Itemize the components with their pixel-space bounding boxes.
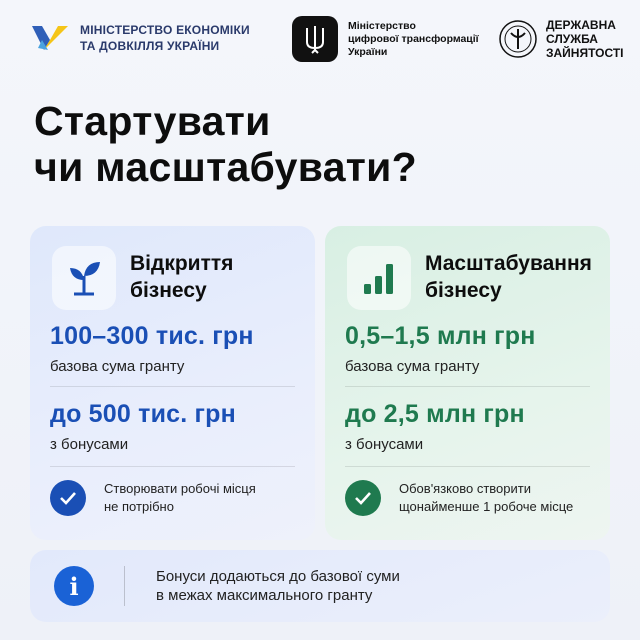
digital-ministry-logo	[292, 16, 479, 62]
economy-ministry-line1: МІНІСТЕРСТВО ЕКОНОМІКИ	[80, 23, 250, 37]
info-text	[156, 567, 400, 605]
employment-service-logo	[498, 18, 624, 60]
start-card-title	[130, 250, 233, 304]
check-icon	[345, 480, 381, 516]
info-separator	[124, 566, 125, 606]
sprout-icon	[52, 246, 116, 310]
scale-card-title	[425, 250, 592, 304]
scale-business-card	[325, 226, 610, 540]
start-note	[104, 480, 256, 516]
scale-base-amount: 0,5–1,5 млн грн	[345, 322, 536, 350]
start-divider-2	[50, 466, 295, 467]
start-base-amount: 100–300 тис. грн	[50, 322, 254, 350]
start-note-line1: Створювати робочі місця	[104, 481, 256, 496]
scale-note	[399, 480, 573, 516]
start-bonus-label: з бонусами	[50, 436, 129, 453]
page-title	[34, 98, 417, 190]
bar-chart-icon	[347, 246, 411, 310]
start-business-card	[30, 226, 315, 540]
economy-ministry-line2: ТА ДОВКІЛЛЯ УКРАЇНИ	[80, 39, 220, 53]
start-card-title-line1: Відкриття	[130, 252, 234, 275]
start-base-label: базова сума гранту	[50, 358, 185, 375]
scale-note-line2: щонайменше 1 робоче місце	[399, 499, 574, 514]
info-text-line2: в межах максимального гранту	[156, 587, 373, 604]
info-icon: i	[54, 566, 94, 606]
scale-card-title-line1: Масштабування	[425, 252, 592, 275]
logo-bar	[30, 14, 624, 74]
digital-ministry-line1: Міністерство	[348, 19, 416, 32]
start-bonus-amount: до 500 тис. грн	[50, 400, 236, 428]
check-icon	[50, 480, 86, 516]
scale-bonus-label: з бонусами	[345, 436, 424, 453]
economy-ministry-emblem-icon	[30, 20, 70, 56]
scale-note-line1: Обов'язково створити	[399, 481, 531, 496]
scale-divider-1	[345, 386, 590, 387]
scale-bonus-amount: до 2,5 млн грн	[345, 400, 525, 428]
info-banner	[30, 550, 610, 622]
economy-ministry-logo	[30, 20, 250, 56]
trident-icon	[292, 16, 338, 62]
start-card-title-line2: бізнесу	[130, 279, 207, 302]
page-title-line1: Стартувати	[34, 98, 271, 144]
digital-ministry-line3: України	[348, 45, 388, 58]
employment-service-line2: СЛУЖБА	[546, 32, 598, 46]
scale-card-title-line2: бізнесу	[425, 279, 502, 302]
employment-service-line3: ЗАЙНЯТОСТІ	[546, 46, 624, 60]
start-divider-1	[50, 386, 295, 387]
employment-service-seal-icon	[498, 19, 538, 59]
digital-ministry-line2: цифрової трансформації	[348, 32, 479, 45]
employment-service-line1: ДЕРЖАВНА	[546, 18, 616, 32]
scale-base-label: базова сума гранту	[345, 358, 480, 375]
start-note-line2: не потрібно	[104, 499, 174, 514]
page-title-line2: чи масштабувати?	[34, 144, 418, 190]
info-text-line1: Бонуси додаються до базової суми	[156, 568, 400, 585]
scale-divider-2	[345, 466, 590, 467]
